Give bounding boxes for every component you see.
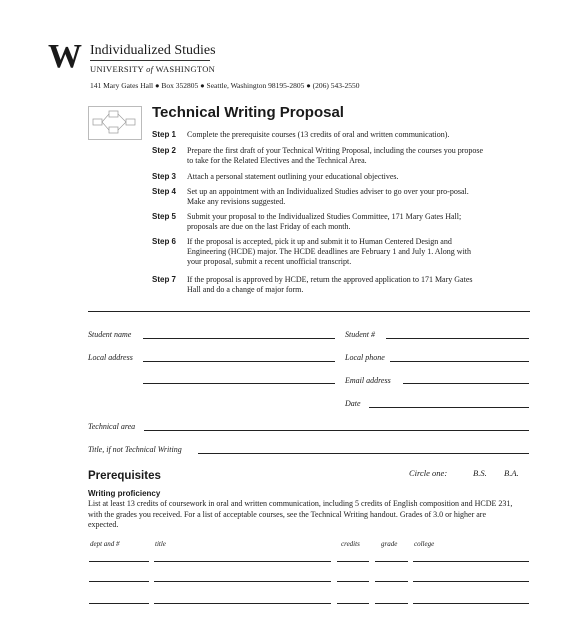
header-divider [90,60,210,61]
email-label: Email address [345,376,391,385]
col-college: college [414,540,435,548]
writing-proficiency-text: List at least 13 credits of coursework in oral and written communication, including 5 credits of English composition and HCDE 231, with the grades you received. For a list of acceptable courses, see the Technical Writing handout. Grades of 3.0 or higher are expected. [88,499,513,529]
credits-field[interactable] [337,603,369,604]
local-address-line-2[interactable] [143,383,335,384]
page-title: Technical Writing Proposal [152,104,344,121]
title-label: Title, if not Technical Writing [88,445,182,454]
circle-one-label: Circle one: [409,468,448,478]
credits-field[interactable] [337,581,369,582]
local-address-field[interactable] [143,361,335,362]
step-label: Step 5 [152,212,177,221]
step-label: Step 2 [152,146,177,155]
degree-ba-option[interactable]: B.A. [504,468,519,478]
date-field[interactable] [369,407,529,408]
prerequisites-heading: Prerequisites [88,470,161,482]
technical-area-field[interactable] [144,430,529,431]
college-field[interactable] [413,581,529,582]
technical-area-label: Technical area [88,422,136,431]
step-text: Set up an appointment with an Individualized Studies adviser to go over your pro-posal. Make any revisions suggested. [187,187,469,206]
university-name: UNIVERSITY of WASHINGTON [90,64,216,74]
course-title-field[interactable] [154,603,331,604]
col-grade: grade [381,540,398,548]
college-field[interactable] [413,561,529,562]
course-title-field[interactable] [154,561,331,562]
grade-field[interactable] [375,603,408,604]
col-dept: dept and # [90,540,120,548]
student-number-field[interactable] [386,338,529,339]
degree-bs-option[interactable]: B.S. [473,468,487,478]
college-field[interactable] [413,603,529,604]
step-text: Submit your proposal to the Individualized Studies Committee, 171 Mary Gates Hall; proposals are due on the last Friday of each month. [187,212,462,231]
writing-proficiency-heading: Writing proficiency [88,489,161,498]
dept-field[interactable] [89,603,149,604]
col-credits: credits [341,540,360,548]
grade-field[interactable] [375,561,408,562]
flowchart-thumbnail [88,106,142,140]
step-text: Prepare the first draft of your Technical Writing Proposal, including the courses you propose to take for the Related Electives and the Technical Area. [187,146,484,165]
step-label: Step 4 [152,187,177,196]
local-address-label: Local address [88,353,133,362]
dept-field[interactable] [89,581,149,582]
step-label: Step 1 [152,130,177,139]
step-label: Step 7 [152,275,177,284]
section-divider [88,311,530,312]
step-label: Step 6 [152,237,177,246]
local-phone-label: Local phone [345,353,385,362]
student-number-label: Student # [345,330,375,339]
office-address: 141 Mary Gates Hall ● Box 352805 ● Seattle, Washington 98195-2805 ● (206) 543-2550 [90,81,360,90]
grade-field[interactable] [375,581,408,582]
step-text: Complete the prerequisite courses (13 credits of oral and written communication). [187,130,450,139]
col-title: title [155,540,166,548]
local-phone-field[interactable] [390,361,529,362]
step-text: If the proposal is approved by HCDE, return the approved application to 171 Mary Gates Hall and do a change of major form. [187,275,473,294]
step-text: Attach a personal statement outlining your educational objectives. [187,172,399,181]
student-name-label: Student name [88,330,132,339]
step-label: Step 3 [152,172,177,181]
title-field[interactable] [198,453,529,454]
unit-name: Individualized Studies [90,43,216,58]
credits-field[interactable] [337,561,369,562]
course-title-field[interactable] [154,581,331,582]
email-field[interactable] [403,383,529,384]
date-label: Date [345,399,361,408]
uw-logo: W [48,38,81,75]
dept-field[interactable] [89,561,149,562]
step-text: If the proposal is accepted, pick it up and submit it to Human Centered Design and Engineering (HCDE) major. The HCDE deadlines are February 1 and July 1. Along with your proposal, submit a recent unofficial transcript. [187,237,472,266]
student-name-field[interactable] [143,338,335,339]
